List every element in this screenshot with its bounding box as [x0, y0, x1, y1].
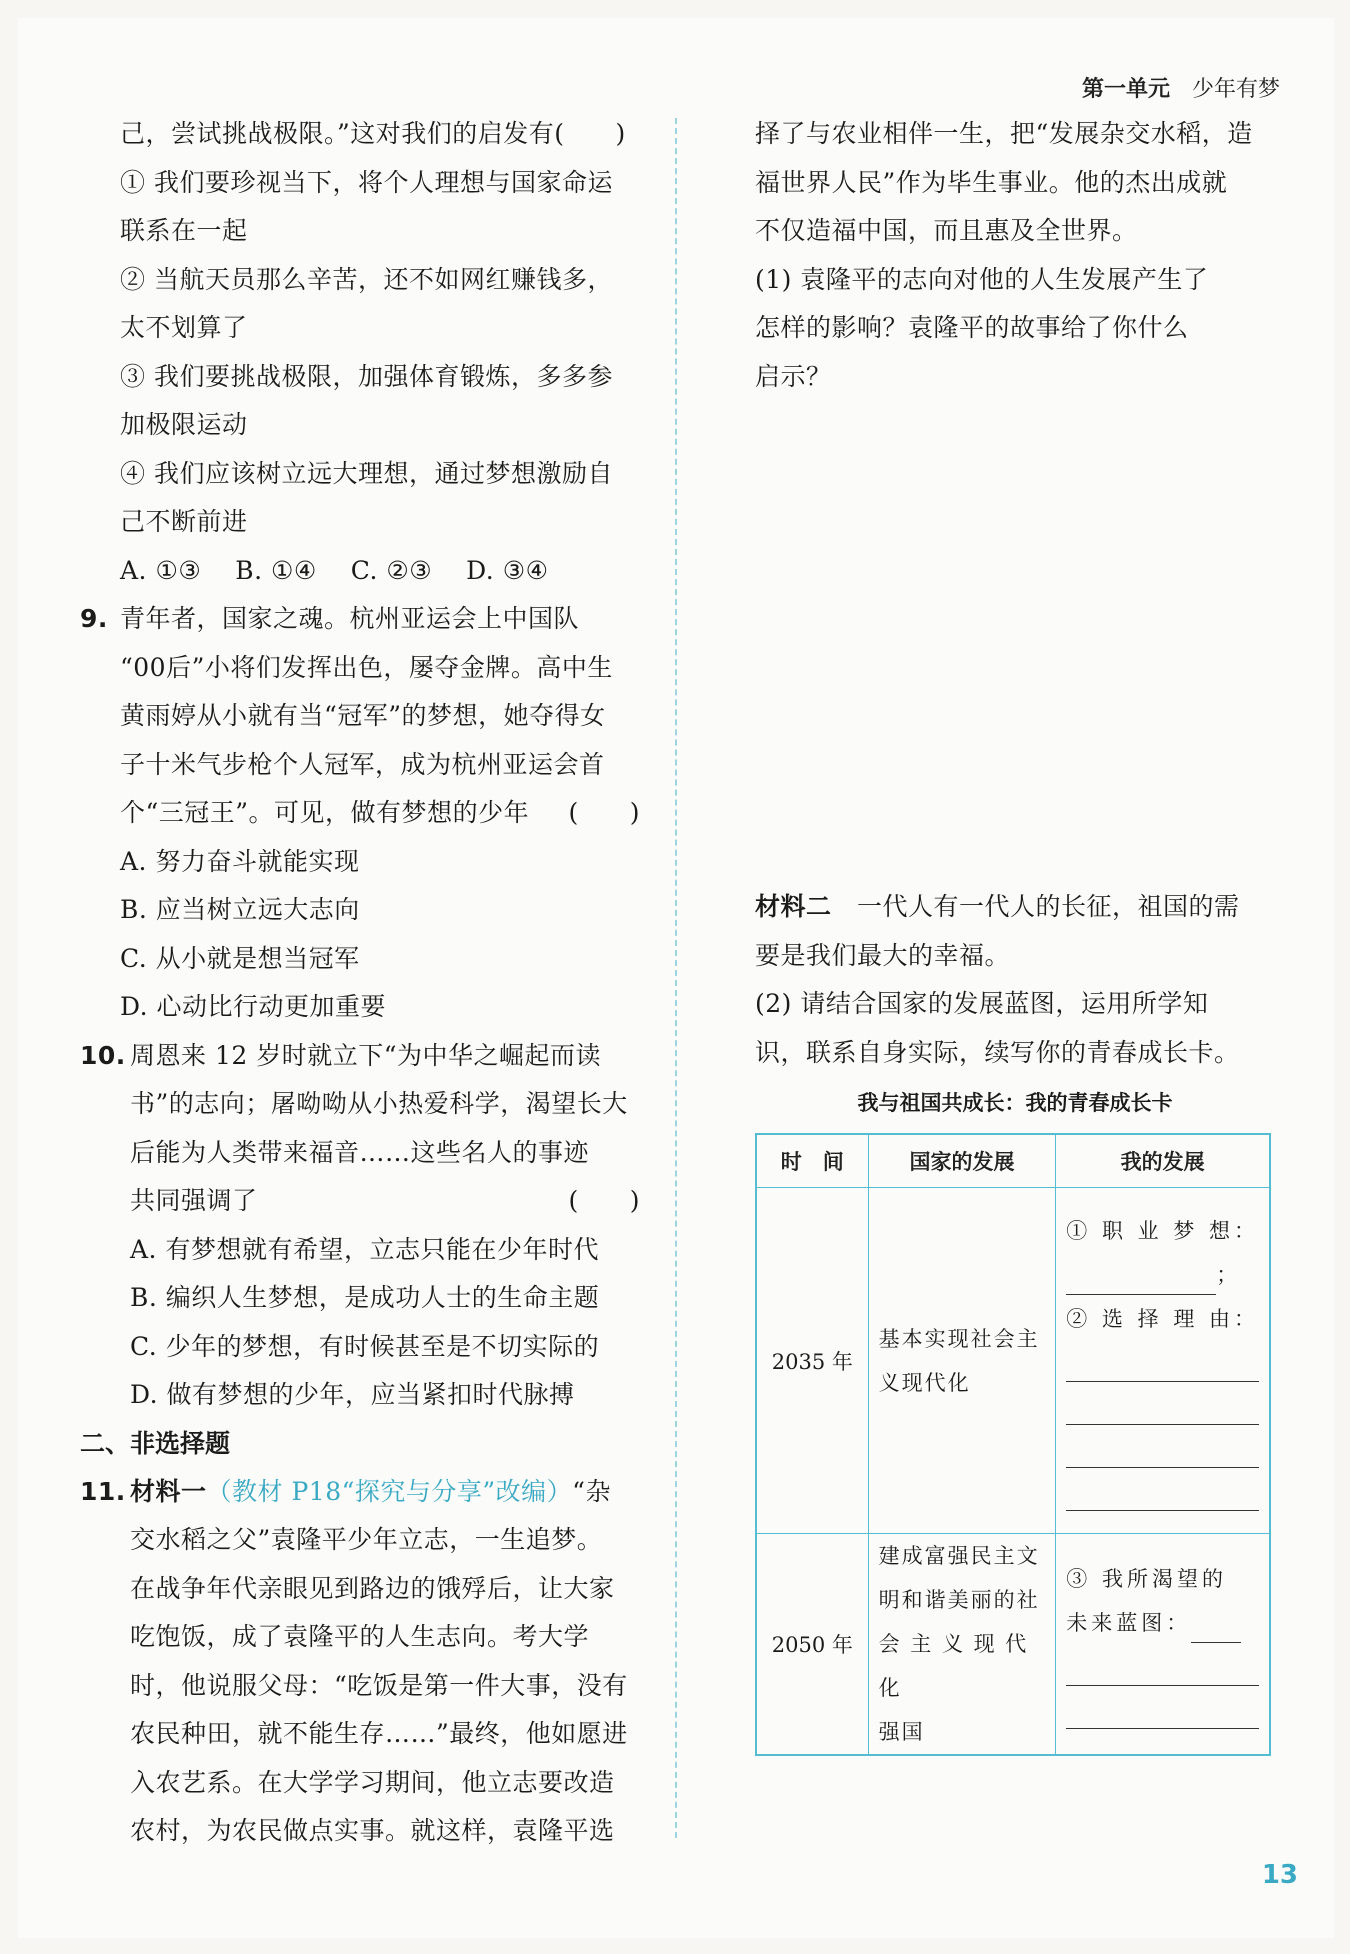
running-header — [1082, 72, 1280, 103]
q9-option-b: B. 应当树立远大志向 — [120, 895, 360, 924]
q10-text-1: 周恩来 12 岁时就立下“为中华之崛起而读 — [130, 1040, 601, 1070]
q8-option-4-cont: 己不断前进 — [120, 507, 248, 536]
q8-option-3: ③ 我们要挑战极限，加强体育锻炼，多多参 — [120, 361, 613, 391]
right-column — [755, 110, 1275, 1756]
q11-material-1-label: 材料一 — [130, 1476, 207, 1506]
q10-option-b: B. 编织人生梦想，是成功人士的生命主题 — [130, 1283, 600, 1312]
unit-label: 第一单元 — [1081, 77, 1170, 102]
nation-2035 — [868, 1188, 1056, 1534]
nation-2050-line-1: 建成富强民主文 — [878, 1544, 1040, 1568]
q8-option-3-cont: 加极限运动 — [120, 410, 248, 439]
q8-option-4: ④ 我们应该树立远大理想，通过梦想激励自 — [120, 458, 613, 488]
reason-blank-1[interactable] — [1066, 1341, 1259, 1382]
career-dream-label: ① 职 业 梦 想： — [1066, 1218, 1259, 1243]
section-heading: 二、非选择题 — [80, 1428, 231, 1458]
material-2-line-1 — [755, 883, 1275, 932]
year-2035: 2035 年 — [756, 1188, 868, 1534]
q8-choices: A. ①③ B. ①④ C. ②③ D. ③④ — [120, 555, 549, 585]
reason-blank-2[interactable] — [1066, 1384, 1259, 1425]
q9-line-5 — [80, 789, 650, 838]
q11-source-note: （教材 P18“探究与分享”改编） — [206, 1476, 573, 1506]
reason-blank-4[interactable] — [1066, 1470, 1259, 1511]
q9-option-d: D. 心动比行动更加重要 — [120, 992, 387, 1021]
blueprint-blank-1[interactable] — [1066, 1645, 1259, 1686]
growth-card-table — [755, 1133, 1271, 1756]
subquestion-2-line-1: (2) 请结合国家的发展蓝图，运用所学知 — [755, 989, 1209, 1018]
q8-stem-tail: 己，尝试挑战极限。”这对我们的启发有( ) — [120, 119, 626, 148]
q9-option-a: A. 努力奋斗就能实现 — [120, 846, 360, 876]
q11-text-1: “杂 — [572, 1476, 611, 1506]
q11-line-5: 时，他说服父母：“吃饭是第一件大事，没有 — [130, 1670, 628, 1700]
table-header-row — [756, 1134, 1270, 1188]
q10-number: 10. — [80, 1040, 126, 1070]
material-1-cont-2: 福世界人民”作为毕生事业。他的杰出成就 — [755, 167, 1228, 197]
blueprint-label: ③ 我所渴望的 — [1066, 1567, 1227, 1591]
q10-answer-paren[interactable]: ( ) — [568, 1186, 640, 1215]
q11-line-3: 在战争年代亲眼见到路边的饿殍后，让大家 — [130, 1573, 615, 1603]
material-2-label: 材料二 — [755, 892, 832, 921]
growth-card-title: 我与祖国共成长：我的青春成长卡 — [857, 1091, 1173, 1115]
career-dream-blank[interactable] — [1066, 1268, 1216, 1295]
q9-number: 9. — [80, 604, 108, 633]
subquestion-1-line-1: (1) 袁隆平的志向对他的人生发展产生了 — [755, 264, 1209, 294]
q8-option-1: ① 我们要珍视当下，将个人理想与国家命运 — [120, 167, 613, 197]
left-column — [80, 110, 650, 1856]
reason-blank-3[interactable] — [1066, 1427, 1259, 1468]
semicolon: ； — [1216, 1262, 1242, 1287]
q11-line-1 — [80, 1468, 650, 1517]
nation-2050-line-4: 强国 — [878, 1720, 925, 1744]
page-number: 13 — [1261, 1860, 1298, 1890]
table-row-2050 — [756, 1534, 1270, 1756]
table-row-2035 — [756, 1188, 1270, 1534]
q9-text-1: 青年者，国家之魂。杭州亚运会上中国队 — [120, 604, 580, 633]
nation-2035-line-2: 义现代化 — [878, 1370, 971, 1395]
q11-line-2: 交水稻之父”袁隆平少年立志，一生追梦。 — [130, 1525, 603, 1554]
q9-option-c: C. 从小就是想当冠军 — [120, 943, 360, 973]
q8-option-2-cont: 太不划算了 — [120, 313, 248, 342]
q8-option-1-cont: 联系在一起 — [120, 216, 248, 245]
q10-line-1 — [80, 1032, 650, 1081]
unit-title: 少年有梦 — [1191, 77, 1280, 102]
subquestion-1-line-3: 启示？ — [755, 361, 832, 391]
q10-line-2: 书”的志向；屠呦呦从小热爱科学，渴望长大 — [130, 1089, 628, 1118]
nation-2050-line-2: 明和谐美丽的社 — [878, 1588, 1040, 1612]
q9-answer-paren[interactable]: ( ) — [568, 798, 640, 827]
header-nation: 国家的发展 — [868, 1134, 1056, 1188]
q9-line-2: “00后”小将们发挥出色，屡夺金牌。高中生 — [120, 652, 613, 682]
header-time: 时 间 — [756, 1134, 868, 1188]
reason-label: ② 选 择 理 由： — [1066, 1306, 1259, 1331]
q10-line-4 — [80, 1177, 650, 1226]
header-me: 我的发展 — [1056, 1134, 1270, 1188]
q10-option-a: A. 有梦想就有希望，立志只能在少年时代 — [130, 1234, 599, 1264]
q9-text-5: 个“三冠王”。可见，做有梦想的少年 — [120, 798, 530, 827]
q9-line-1 — [80, 595, 650, 644]
blueprint-blank-inline[interactable] — [1191, 1616, 1241, 1643]
q11-line-7: 入农艺系。在大学学习期间，他立志要改造 — [130, 1767, 615, 1797]
q11-number: 11. — [80, 1476, 126, 1506]
q10-option-c: C. 少年的梦想，有时候甚至是不切实际的 — [130, 1331, 600, 1361]
q10-option-d: D. 做有梦想的少年，应当紧扣时代脉搏 — [130, 1380, 575, 1409]
q10-line-3: 后能为人类带来福音……这些名人的事迹 — [130, 1137, 590, 1167]
material-2-line-2: 要是我们最大的幸福。 — [755, 940, 1011, 970]
blueprint-row — [1066, 1601, 1259, 1645]
me-2035 — [1056, 1188, 1270, 1534]
q11-line-4: 吃饱饭，成了袁隆平的人生志向。考大学 — [130, 1622, 590, 1651]
nation-2050 — [868, 1534, 1056, 1756]
answer-space-1[interactable] — [755, 401, 1275, 883]
material-2-text-1: 一代人有一代人的长征，祖国的需 — [857, 892, 1240, 921]
material-1-cont-3: 不仅造福中国，而且惠及全世界。 — [755, 216, 1138, 245]
q8-option-2: ② 当航天员那么辛苦，还不如网红赚钱多， — [120, 264, 613, 294]
q11-line-8: 农村，为农民做点实事。就这样，袁隆平选 — [130, 1816, 615, 1845]
q10-text-4: 共同强调了 — [130, 1186, 258, 1215]
me-2050 — [1056, 1534, 1270, 1756]
subquestion-2-line-2: 识，联系自身实际，续写你的青春成长卡。 — [755, 1037, 1240, 1067]
blueprint-label-2: 未来蓝图： — [1066, 1611, 1192, 1635]
career-dream-blank-row — [1066, 1253, 1259, 1297]
year-2050: 2050 年 — [756, 1534, 868, 1756]
material-1-cont-1: 择了与农业相伴一生，把“发展杂交水稻，造 — [755, 119, 1253, 148]
column-divider — [675, 118, 677, 1838]
subquestion-1-line-2: 怎样的影响？袁隆平的故事给了你什么 — [755, 313, 1189, 342]
nation-2035-line-1: 基本实现社会主 — [878, 1326, 1040, 1351]
blueprint-blank-2[interactable] — [1066, 1688, 1259, 1729]
nation-2050-line-3: 会 主 义 现 代 化 — [878, 1632, 1029, 1700]
q9-line-4: 子十米气步枪个人冠军，成为杭州亚运会首 — [120, 749, 605, 779]
q9-line-3: 黄雨婷从小就有当“冠军”的梦想，她夺得女 — [120, 701, 606, 730]
q11-line-6: 农民种田，就不能生存……”最终，他如愿进 — [130, 1719, 628, 1748]
